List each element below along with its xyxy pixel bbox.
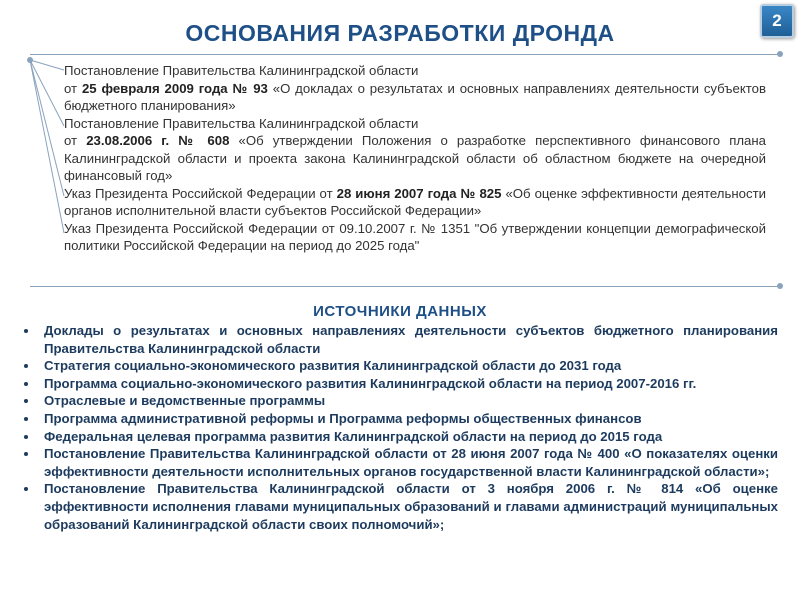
connector-line-2 — [30, 60, 64, 126]
slide-number-badge: 2 — [760, 4, 794, 38]
document-text: Указ Президента Российской Федерации от — [64, 185, 337, 201]
source-item: Доклады о результатах и основных направлениях деятельности субъектов бюджетного планирования Правительства Калининградской области — [22, 322, 778, 357]
document-reference: 28 июня 2007 года № 825 — [336, 185, 502, 201]
document-reference: 23.08.2006 г. № 608 — [86, 133, 230, 148]
document-text: от — [64, 80, 82, 96]
document-text: «Об оценке эффективности деятельности органов исполнительной власти субъектов Российской Федерации» — [64, 185, 766, 218]
source-item: Стратегия социально-экономического развития Калининградской области до 2031 года — [22, 357, 778, 375]
document-text: Постановление Правительства Калининградской области — [64, 115, 419, 131]
document-text: Постановление Правительства Калининградской области — [64, 63, 419, 78]
connector-line-3 — [30, 60, 64, 196]
document-text: «О докладах о результатах и основных направлениях деятельности субъектов бюджетного планирования» — [64, 80, 767, 113]
source-item: Программа социально-экономического развития Калининградской области на период 2007-2016 гг. — [22, 375, 778, 393]
connector-line-4 — [30, 60, 64, 233]
basis-document-line — [64, 80, 766, 115]
source-item: Отраслевые и ведомственные программы — [22, 392, 778, 410]
connector-line-1 — [30, 60, 64, 70]
source-item: Федеральная целевая программа развития Калининградской области на период до 2015 года — [22, 428, 778, 446]
basis-document-line — [64, 62, 766, 80]
document-text: «Об утверждении Положения о разработке перспективного финансового плана Калининградской области и проекта закона Калининградской области об областном бюджете на очередной финансовый год» — [64, 133, 766, 183]
source-item: Постановление Правительства Калининградской области от 3 ноября 2006 г. № 814 «Об оценке эффективности исполнения главами муниципальных образований и главами администраций муниципальных образований Калининградской области своих полномочий»; — [22, 480, 778, 533]
basis-document-line — [64, 115, 766, 133]
document-text: Указ Президента Российской Федерации от 09.10.2007 г. № 1351 "Об утверждении концепции демографической политики Российской Федерации на период до 2025 года" — [64, 220, 766, 253]
basis-document-line — [64, 220, 766, 255]
divider-end-dot — [777, 283, 783, 289]
basis-document-line — [64, 132, 766, 185]
basis-document-line — [64, 185, 766, 220]
page-title: ОСНОВАНИЯ РАЗРАБОТКИ ДРОНДА — [185, 20, 615, 46]
sources-title: ИСТОЧНИКИ ДАННЫХ — [313, 303, 487, 320]
source-item: Программа административной реформы и Программа реформы общественных финансов — [22, 410, 778, 428]
sources-list — [22, 322, 778, 533]
document-text: от — [64, 133, 87, 148]
section-divider — [30, 286, 780, 287]
basis-documents-list — [64, 62, 766, 255]
document-reference: 25 февраля 2009 года № 93 — [81, 80, 268, 96]
source-item: Постановление Правительства Калининградской области от 28 июня 2007 года № 400 «О показателях оценки эффективности деятельности исполнительных органов государственной власти Калининградской области»; — [22, 445, 778, 480]
